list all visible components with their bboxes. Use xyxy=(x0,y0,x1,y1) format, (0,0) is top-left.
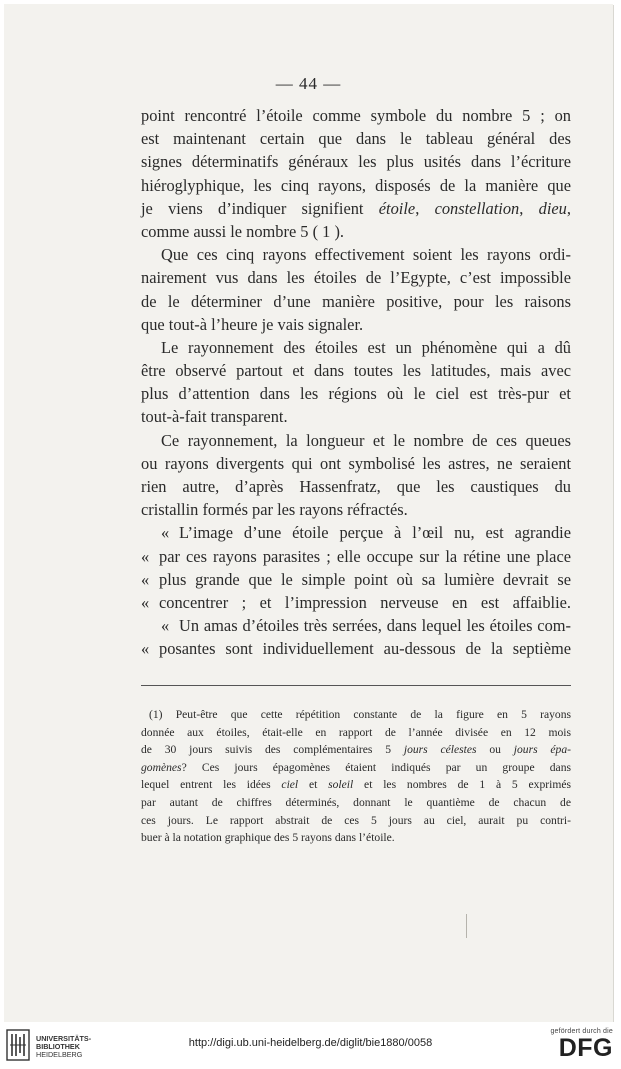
italic-term: ciel xyxy=(281,778,299,792)
italic-term: jours épa- xyxy=(513,743,571,757)
text-line xyxy=(141,382,571,405)
line-text: tout-à-fait transparent. xyxy=(141,407,288,427)
text-line xyxy=(141,429,571,452)
text-line xyxy=(141,637,571,660)
line-text: signes déterminatifs généraux les plus usités dans l’écriture xyxy=(141,152,571,172)
text-line xyxy=(141,498,571,521)
line-text: et les nombres de 1 à 5 exprimés xyxy=(353,778,571,792)
text-line xyxy=(141,359,571,382)
line-text: , xyxy=(566,198,571,218)
text-line xyxy=(141,266,571,289)
line-text: plus d’attention dans les régions où le ciel est très-pur et xyxy=(141,384,571,404)
text-line xyxy=(141,127,571,150)
text-line xyxy=(141,220,571,243)
scanned-page xyxy=(4,4,613,1022)
line-text: par ces rayons parasites ; elle occupe sur la rétine une place xyxy=(159,546,571,566)
line-text: ? Ces jours épagomènes étaient indiqués par un groupe dans xyxy=(181,760,571,774)
text-line xyxy=(141,591,571,614)
text-line xyxy=(141,452,571,475)
line-text: donnée aux étoiles, était-elle en rapport de l’année divisée en 12 mois xyxy=(141,725,571,739)
funder-block xyxy=(550,1028,613,1062)
italic-term: constellation xyxy=(434,198,520,218)
line-text: Que ces cinq rayons effectivement soient les rayons ordi- xyxy=(161,245,571,265)
text-line xyxy=(141,290,571,313)
text-line xyxy=(141,313,571,336)
line-text: ou rayons divergents qui ont symbolisé les astres, ne seraient xyxy=(141,453,571,473)
italic-term: jours célestes xyxy=(403,743,477,757)
body-text xyxy=(141,104,571,661)
line-text: nairement vus dans les étoiles de l’Egypte, c’est impossible xyxy=(141,268,571,288)
line-text: de 30 jours suivis des complémentaires 5 xyxy=(141,743,404,757)
quote-mark: « xyxy=(141,546,150,566)
library-name-line2: BIBLIOTHEK xyxy=(36,1042,80,1051)
line-text: point rencontré l’étoile comme symbole du nombre 5 ; on xyxy=(141,106,571,125)
line-text: Un amas d’étoiles très serrées, dans lequel les étoiles com- xyxy=(179,616,571,636)
text-line xyxy=(141,174,571,197)
line-text: que tout-à l’heure je vais signaler. xyxy=(141,314,364,334)
line-text: , xyxy=(519,198,539,218)
text-line xyxy=(141,545,571,568)
quote-mark: « xyxy=(141,592,150,612)
line-text: concentrer ; et l’impression nerveuse en est affaiblie. xyxy=(159,592,571,612)
quote-mark: « xyxy=(161,616,170,636)
line-text: buer à la notation graphique des 5 rayons dans l’étoile. xyxy=(141,831,395,845)
text-line xyxy=(141,243,571,266)
permalink-url[interactable]: http://digi.ub.uni-heidelberg.de/diglit/bie1880/0058 xyxy=(188,1037,433,1049)
italic-term: gomènes xyxy=(141,760,182,774)
footnote-line xyxy=(141,812,571,830)
line-text: par autant de chiffres déterminés, donnant le quantième de chacun de xyxy=(141,795,571,809)
line-text: L’image d’une étoile perçue à l’œil nu, est agrandie xyxy=(179,523,571,543)
footnote-line xyxy=(141,776,571,794)
library-name-line3: HEIDELBERG xyxy=(36,1050,83,1059)
line-text: ou xyxy=(476,743,514,757)
line-text: être observé partout et dans toutes les latitudes, mais avec xyxy=(141,361,571,381)
italic-term: dieu xyxy=(538,198,567,218)
footnote-line xyxy=(141,794,571,812)
line-text: rien autre, d’après Hassenfratz, que les caustiques du xyxy=(141,477,571,496)
quote-mark: « xyxy=(161,523,170,543)
scan-mark xyxy=(466,914,467,938)
line-text: plus grande que le simple point où sa lumière devrait se xyxy=(159,569,571,589)
line-text: Le rayonnement des étoiles est un phénomène qui a dû xyxy=(161,337,571,357)
text-line xyxy=(141,405,571,428)
footnote xyxy=(141,706,571,847)
digitization-footer xyxy=(0,1022,621,1069)
footnote-line xyxy=(141,741,571,759)
line-text: est maintenant certain que dans le tableau général des xyxy=(141,129,571,149)
footnote-separator xyxy=(141,685,571,686)
text-line xyxy=(141,521,571,544)
text-line xyxy=(141,150,571,173)
page-number: — 44 — xyxy=(275,74,342,93)
dfg-logo-icon[interactable]: DFG xyxy=(558,1034,613,1062)
line-text: (1) Peut-être que cette répétition constante de la figure en 5 rayons xyxy=(149,708,571,721)
line-text: lequel entrent les idées xyxy=(141,778,282,792)
footnote-line xyxy=(141,706,571,724)
text-line xyxy=(141,197,571,220)
line-text: ces jours. Le rapport abstrait de ces 5 jours au ciel, aurait pu contri- xyxy=(141,813,571,827)
line-text: posantes sont individuellement au-dessous de la septième xyxy=(159,639,571,659)
line-text: je viens d’indiquer signifient xyxy=(141,198,379,218)
quote-mark: « xyxy=(141,569,150,589)
text-line xyxy=(141,568,571,591)
footnote-line xyxy=(141,724,571,742)
quote-mark: « xyxy=(141,639,150,659)
text-line xyxy=(141,104,571,127)
line-text: , xyxy=(415,198,435,218)
line-text: et xyxy=(298,778,329,792)
line-text: hiéroglyphique, les cinq rayons, disposés de la manière que xyxy=(141,175,571,195)
line-text: Ce rayonnement, la longueur et le nombre de ces queues xyxy=(161,430,571,450)
footnote-line xyxy=(141,759,571,777)
line-text: comme aussi le nombre 5 ( 1 ). xyxy=(141,221,345,241)
footnote-line xyxy=(141,829,571,847)
funded-by-caption: gefördert durch die xyxy=(550,1028,613,1035)
italic-term: soleil xyxy=(328,778,354,792)
library-name-line1: UNIVERSITÄTS- xyxy=(36,1034,92,1043)
text-line xyxy=(141,614,571,637)
text-line xyxy=(141,336,571,359)
italic-term: étoile xyxy=(378,198,416,218)
line-text: de le déterminer d’une manière positive, pour les raisons xyxy=(141,291,571,311)
line-text: cristallin formés par les rayons réfractés. xyxy=(141,500,408,520)
text-line xyxy=(141,475,571,498)
